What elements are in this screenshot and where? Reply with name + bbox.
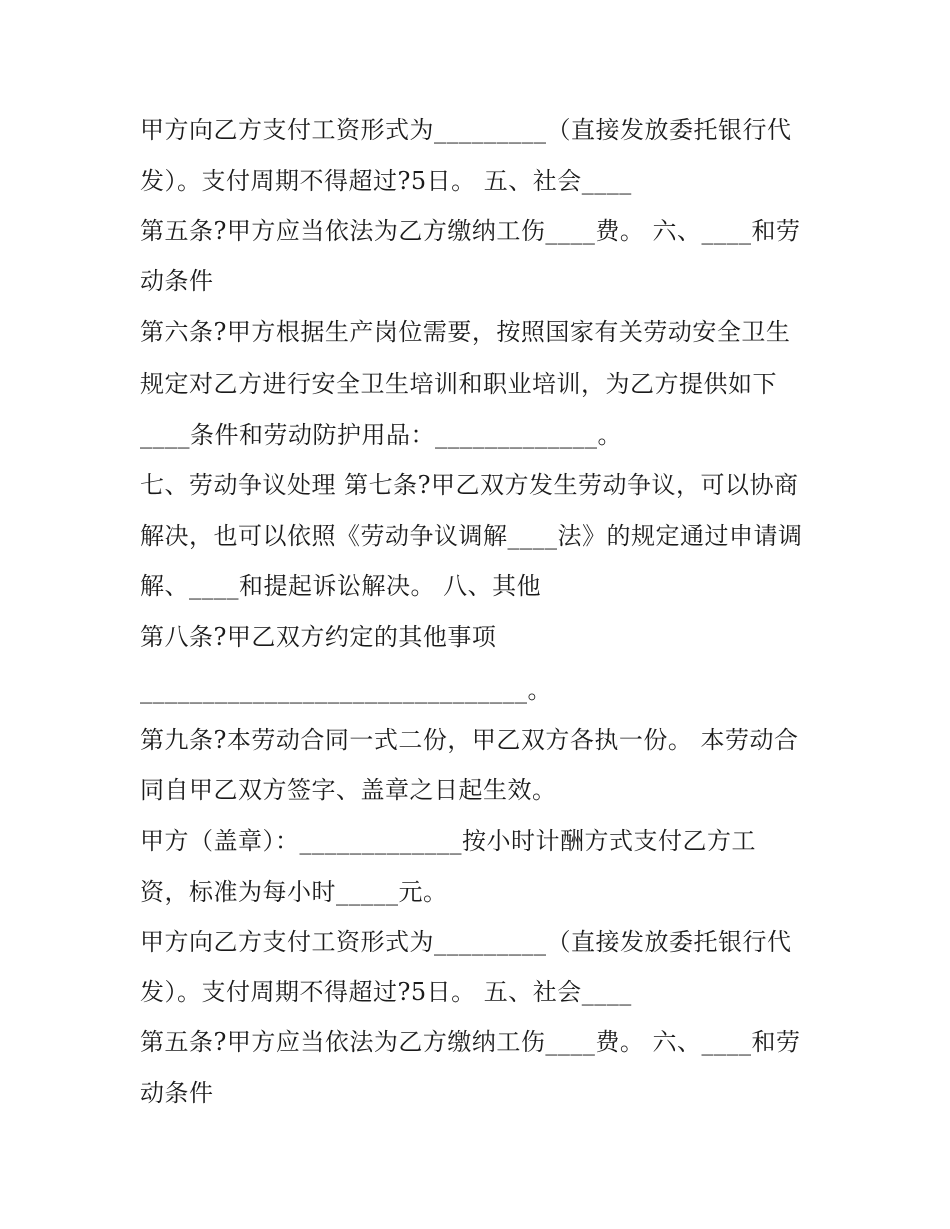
- text-line: 资，标准为每小时_____元。: [140, 878, 448, 906]
- text-line: 解决，也可以依照《劳动争议调解____法》的规定通过申请调: [140, 522, 803, 550]
- text-line: 第六条?甲方根据生产岗位需要，按照国家有关劳动安全卫生: [140, 318, 791, 346]
- text-line: 动条件: [140, 1079, 214, 1107]
- text-line: 动条件: [140, 267, 214, 295]
- text-line: 第五条?甲方应当依法为乙方缴纳工伤____费。 六、____和劳: [140, 217, 801, 245]
- text-line: _______________________________。: [140, 676, 552, 704]
- text-line: 发）。支付周期不得超过?5日。 五、社会____: [140, 167, 632, 195]
- text-line: 第五条?甲方应当依法为乙方缴纳工伤____费。 六、____和劳: [140, 1028, 801, 1056]
- text-line: 同自甲乙双方签字、盖章之日起生效。: [140, 776, 557, 804]
- text-line: 第九条?本劳动合同一式二份，甲乙双方各执一份。 本劳动合: [140, 726, 799, 754]
- text-line: 七、劳动争议处理 第七条?甲乙双方发生劳动争议，可以协商: [140, 471, 799, 499]
- text-line: 第八条?甲乙双方约定的其他事项: [140, 623, 497, 651]
- text-line: 解、____和提起诉讼解决。 八、其他: [140, 572, 542, 600]
- text-line: 甲方向乙方支付工资形式为_________（直接发放委托银行代: [140, 116, 792, 144]
- text-line: 规定对乙方进行安全卫生培训和职业培训，为乙方提供如下: [140, 370, 777, 398]
- text-line: 甲方向乙方支付工资形式为_________（直接发放委托银行代: [140, 928, 792, 956]
- text-line: ____条件和劳动防护用品：_____________。: [140, 421, 622, 449]
- text-line: 发）。支付周期不得超过?5日。 五、社会____: [140, 978, 632, 1006]
- text-line: 甲方（盖章）：_____________按小时计酬方式支付乙方工: [140, 827, 756, 855]
